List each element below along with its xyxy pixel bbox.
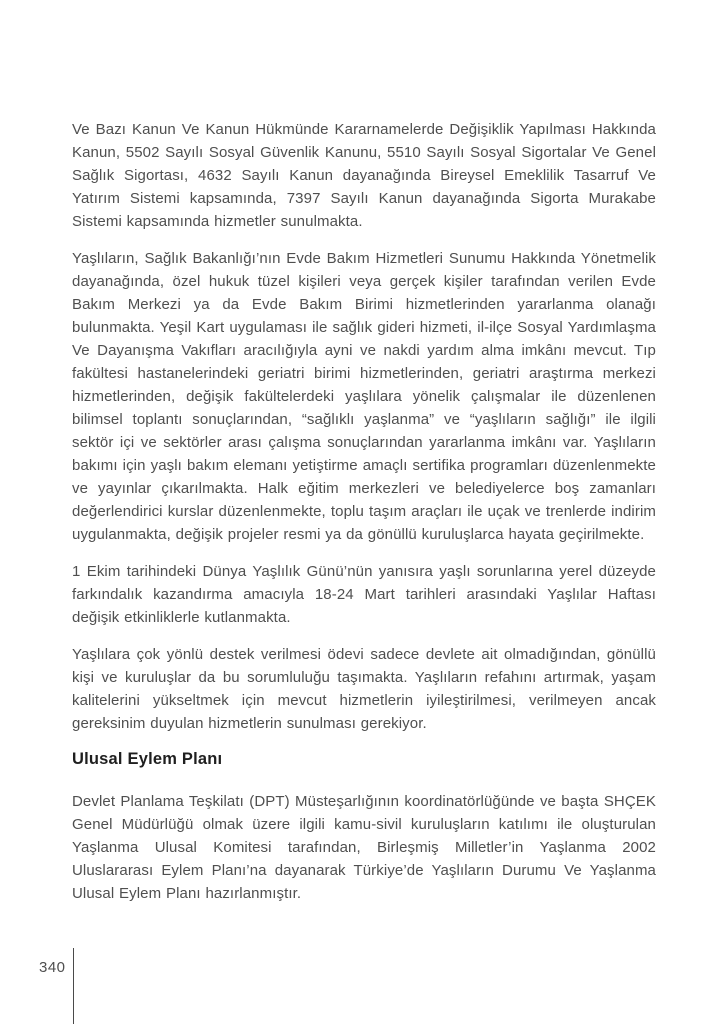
- page-content: [72, 118, 656, 919]
- section-heading: Ulusal Eylem Planı: [72, 750, 223, 768]
- body-paragraph-2: Yaşlıların, Sağlık Bakanlığı’nın Evde Bakım Hizmetleri Sunumu Hakkında Yönetmelik dayanağında, özel hukuk tüzel kişileri veya gerçek kişiler tarafından verilen Evde Bakım Merkezi ya da Evde Bakım Birimi hizmetlerinden yararlanma olanağı bulunmakta. Yeşil Kart uygulaması ile sağlık gideri hizmeti, il-ilçe Sosyal Yardımlaşma Ve Dayanışma Vakıfları aracılığıyla ayni ve nakdi yardım alma imkânı mevcut. Tıp fakültesi hastanelerindeki geriatri birimi hizmetlerinden, geriatri araştırma merkezi hizmetlerinden, değişik fakültelerdeki yaşlılara yönelik çalışmalar ile düzenlenen bilimsel toplantı sonuçlarından, “sağlıklı yaşlanma” ve “yaşlıların sağlığı” ile ilgili sektör içi ve sektörler arası çalışma sonuçlarından yararlanma imkânı var. Yaşlıların bakımı için yaşlı bakım elemanı yetiştirme amaçlı sertifika programları düzenlenmekte ve yayınlar çıkarılmakta. Halk eğitim merkezleri ve belediyelerce boş zamanları değerlendirici kurslar düzenlenmekte, toplu taşım araçları ile uçak ve trenlerde indirim uygulanmakta, değişik projeler resmi ya da gönüllü kuruluşlarca hayata geçirilmekte.: [72, 250, 656, 543]
- body-paragraph-1: Ve Bazı Kanun Ve Kanun Hükmünde Kararnamelerde Değişiklik Yapılması Hakkında Kanun, 5502 Sayılı Sosyal Güvenlik Kanunu, 5510 Sayılı Sosyal Sigortalar Ve Genel Sağlık Sigortası, 4632 Sayılı Kanun dayanağında Bireysel Emeklilik Tasarruf Ve Yatırım Sistemi kapsamında, 7397 Sayılı Kanun dayanağında Sigorta Murakabe Sistemi kapsamında hizmetler sunulmakta.: [72, 121, 656, 230]
- page-number: 340: [39, 959, 66, 976]
- body-paragraph-4: Yaşlılara çok yönlü destek verilmesi ödevi sadece devlete ait olmadığından, gönüllü kişi ve kuruluşlar da bu sorumluluğu taşımakta. Yaşlıların refahını artırmak, yaşam kalitelerini yükseltmek için mevcut hizmetlerin iyileştirilmesi, verilmeyen ancak gereksinim duyulan hizmetlerin sunulması gerekiyor.: [72, 646, 656, 732]
- footer-vertical-rule: [73, 948, 74, 1024]
- body-paragraph-5: Devlet Planlama Teşkilatı (DPT) Müsteşarlığının koordinatörlüğünde ve başta SHÇEK Genel Müdürlüğü olmak üzere ilgili kamu-sivil kuruluşların katılımı ile oluşturulan Yaşlanma Ulusal Komitesi tarafından, Birleşmiş Milletler’in Yaşlanma 2002 Uluslararası Eylem Planı’na dayanarak Türkiye’de Yaşlıların Durumu Ve Yaşlanma Ulusal Eylem Planı hazırlanmıştır.: [72, 793, 656, 902]
- body-paragraph-3: 1 Ekim tarihindeki Dünya Yaşlılık Günü’nün yanısıra yaşlı sorunlarına yerel düzeyde farkındalık kazandırma amacıyla 18-24 Mart tarihleri arasındaki Yaşlılar Haftası değişik etkinliklerle kutlanmakta.: [72, 563, 656, 626]
